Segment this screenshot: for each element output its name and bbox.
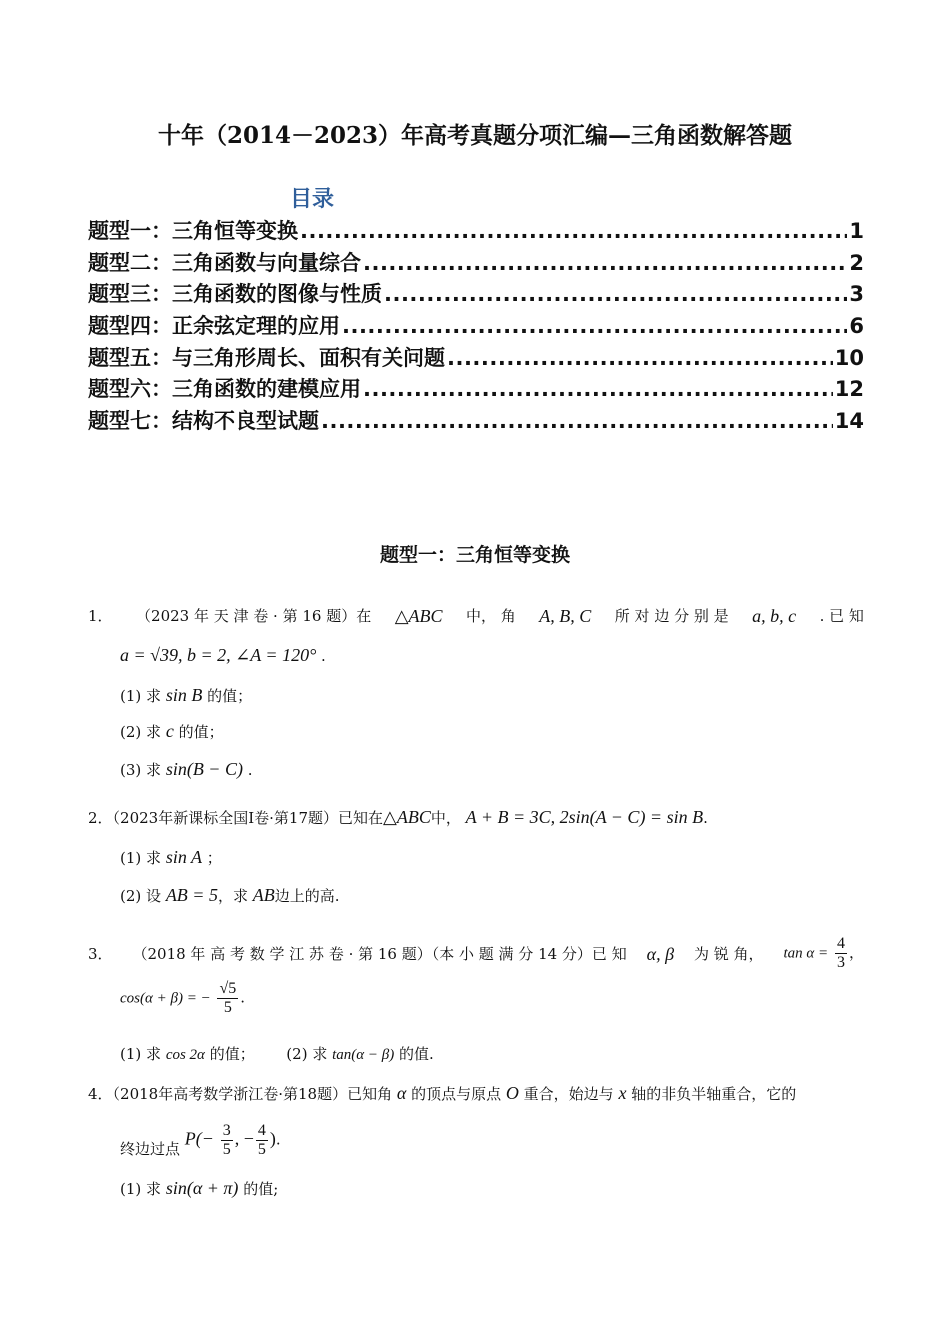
question-text: 所 对 边 分 别 是 <box>614 607 729 625</box>
toc-item[interactable] <box>88 342 864 374</box>
fraction-denominator: 5 <box>257 1141 266 1158</box>
subquestion-suffix: 的值； <box>207 687 253 705</box>
question-text: . <box>275 1130 281 1149</box>
table-of-contents <box>88 215 864 437</box>
question-line <box>88 806 864 829</box>
toc-item[interactable] <box>88 278 864 310</box>
math-alpha-beta: α, β <box>646 943 675 964</box>
math-expression: cos 2α <box>165 1047 205 1063</box>
math-expression: sin(B − C) <box>165 759 243 779</box>
question-4 <box>88 1082 864 1105</box>
math-sides: a, b, c <box>752 606 797 626</box>
question-number: 1． <box>88 607 113 625</box>
question-number: 3． <box>88 944 113 963</box>
question-line <box>88 605 864 627</box>
toc-leader <box>321 409 833 433</box>
subquestion <box>120 847 222 868</box>
math-alpha: α <box>396 1083 407 1103</box>
subquestion-suffix: 的值; <box>243 1180 279 1198</box>
question-text: 中， 角 <box>466 607 516 625</box>
math-fraction <box>835 935 847 972</box>
subquestion-prefix: (1) 求 <box>120 849 162 867</box>
math-point <box>185 1122 276 1159</box>
toc-heading: 目录 <box>290 186 335 212</box>
question-text: . <box>240 988 246 1007</box>
question-number: 2． <box>88 809 113 827</box>
toc-leader <box>363 251 847 275</box>
math-fraction <box>256 1122 268 1159</box>
fraction-numerator: 3 <box>222 1122 231 1139</box>
toc-item-label: 题型六：三角函数的建模应用 <box>88 376 361 402</box>
subquestion-suffix: 边上的高. <box>274 887 340 905</box>
math-expression: tan α = <box>783 945 829 962</box>
subquestion <box>120 721 224 742</box>
subquestion-prefix: (2) 求 <box>286 1045 328 1063</box>
question-text: ， <box>848 943 864 962</box>
subquestion-suffix: 的值； <box>209 1045 255 1063</box>
toc-item-page: 2 <box>849 250 864 275</box>
math-angles: A, B, C <box>539 606 592 626</box>
subquestion <box>120 1043 434 1064</box>
question-text: . 已 知 <box>819 607 864 625</box>
question-text: 为 锐 角， <box>694 944 764 963</box>
fraction-denominator: 5 <box>223 999 232 1016</box>
toc-item[interactable] <box>88 247 864 279</box>
toc-item-label: 题型二：三角函数与向量综合 <box>88 249 361 275</box>
math-expression: cos(α + β) = − <box>120 990 211 1007</box>
subquestion <box>120 1178 278 1199</box>
toc-item-label: 题型七：结构不良型试题 <box>88 408 319 434</box>
toc-item[interactable] <box>88 373 864 405</box>
fraction-numerator: √5 <box>219 980 237 997</box>
subquestion-text: ，求 <box>217 887 248 905</box>
question-number: 4． <box>88 1085 113 1103</box>
math-origin: O <box>505 1083 519 1103</box>
fraction-numerator: 4 <box>836 935 845 952</box>
question-given <box>120 1122 281 1159</box>
question-line <box>88 935 864 972</box>
toc-item-label: 题型五：与三角形周长、面积有关问题 <box>88 344 445 370</box>
toc-item-page: 1 <box>849 219 864 243</box>
subquestion-prefix: (1) 求 <box>120 1045 162 1063</box>
question-1 <box>88 605 864 627</box>
math-expression: c <box>165 721 174 741</box>
math-condition: A + B = 3C, 2sin(A − C) = sin B <box>465 807 704 827</box>
subquestion-prefix: (3) 求 <box>120 761 162 779</box>
question-text: 终边过点 <box>120 1140 181 1158</box>
question-text: 中， <box>430 809 461 827</box>
toc-item-label: 题型四：正余弦定理的应用 <box>88 313 340 339</box>
toc-item[interactable] <box>88 405 864 437</box>
toc-item-page: 6 <box>849 314 864 339</box>
subquestion-prefix: (2) 求 <box>120 723 162 741</box>
math-x: x <box>618 1083 627 1103</box>
math-fraction <box>221 1122 233 1159</box>
toc-item-label: 题型三：三角函数的图像与性质 <box>88 281 382 307</box>
math-tan-given <box>783 935 863 972</box>
subquestion-suffix: 的值. <box>399 1045 434 1063</box>
subquestion <box>120 885 340 906</box>
toc-leader <box>447 346 833 370</box>
math-expression: sin A <box>165 847 202 867</box>
fraction-numerator: 4 <box>257 1122 266 1139</box>
question-given: a = √39, b = 2, ∠A = 120° . <box>120 645 326 665</box>
toc-item[interactable] <box>88 310 864 342</box>
subquestion-suffix: ； <box>206 849 222 867</box>
question-source: （2023 年 天 津 卷 · 第 16 题）在 <box>136 607 372 625</box>
math-expression: , − <box>234 1128 254 1149</box>
math-triangle: △ABC <box>394 606 443 626</box>
question-text: 的顶点与原点 <box>411 1085 502 1103</box>
math-expression: sin(α + π) <box>165 1178 239 1198</box>
question-text: 轴的非负半轴重合，它的 <box>631 1085 797 1103</box>
question-2 <box>88 806 864 829</box>
toc-item-page: 3 <box>849 282 864 307</box>
subquestion-suffix: 的值； <box>178 723 224 741</box>
toc-item-page: 14 <box>834 409 864 434</box>
math-triangle: △ABC <box>383 807 431 827</box>
toc-leader <box>342 314 847 338</box>
question-source: （2018年高考数学浙江卷·第18题）已知角 <box>112 1085 393 1103</box>
math-expression: AB = 5 <box>165 885 218 905</box>
fraction-denominator: 5 <box>222 1141 231 1158</box>
math-expression: sin B <box>165 685 203 705</box>
question-text: 重合，始边与 <box>523 1085 614 1103</box>
question-given <box>120 980 245 1017</box>
question-line <box>88 1082 864 1105</box>
math-fraction <box>217 980 238 1017</box>
question-source: （2023年新课标全国Ⅰ卷·第17题）已知在 <box>112 809 384 827</box>
subquestion-prefix: (1) 求 <box>120 1180 162 1198</box>
subquestion <box>120 759 253 780</box>
math-expression: ) <box>269 1128 276 1149</box>
toc-leader <box>363 377 833 401</box>
section-title: 题型一：三角恒等变换 <box>379 544 570 566</box>
toc-item-page: 10 <box>834 345 864 370</box>
subquestion-suffix: . <box>247 761 253 779</box>
toc-item[interactable] <box>88 215 864 247</box>
subquestion-prefix: (1) 求 <box>120 687 162 705</box>
toc-leader <box>300 219 847 243</box>
subquestion-prefix: (2) 设 <box>120 887 162 905</box>
math-expression: AB <box>252 885 275 905</box>
math-expression: P(− <box>184 1128 214 1149</box>
subquestion <box>120 685 252 706</box>
document-title: 十年（2014－2023）年高考真题分项汇编—三角函数解答题 <box>157 122 793 149</box>
toc-item-page: 12 <box>834 377 864 402</box>
math-expression: tan(α − β) <box>332 1047 395 1063</box>
question-source: （2018 年 高 考 数 学 江 苏 卷 · 第 16 题）（本 小 题 满 分 14 分）已 知 <box>132 944 627 963</box>
question-text: . <box>703 809 708 827</box>
fraction-denominator: 3 <box>836 954 845 971</box>
math-given: a = √39, b = 2, ∠A = 120° <box>120 645 317 665</box>
toc-leader <box>384 282 847 306</box>
toc-item-label: 题型一：三角恒等变换 <box>88 218 298 243</box>
question-3 <box>88 935 864 972</box>
